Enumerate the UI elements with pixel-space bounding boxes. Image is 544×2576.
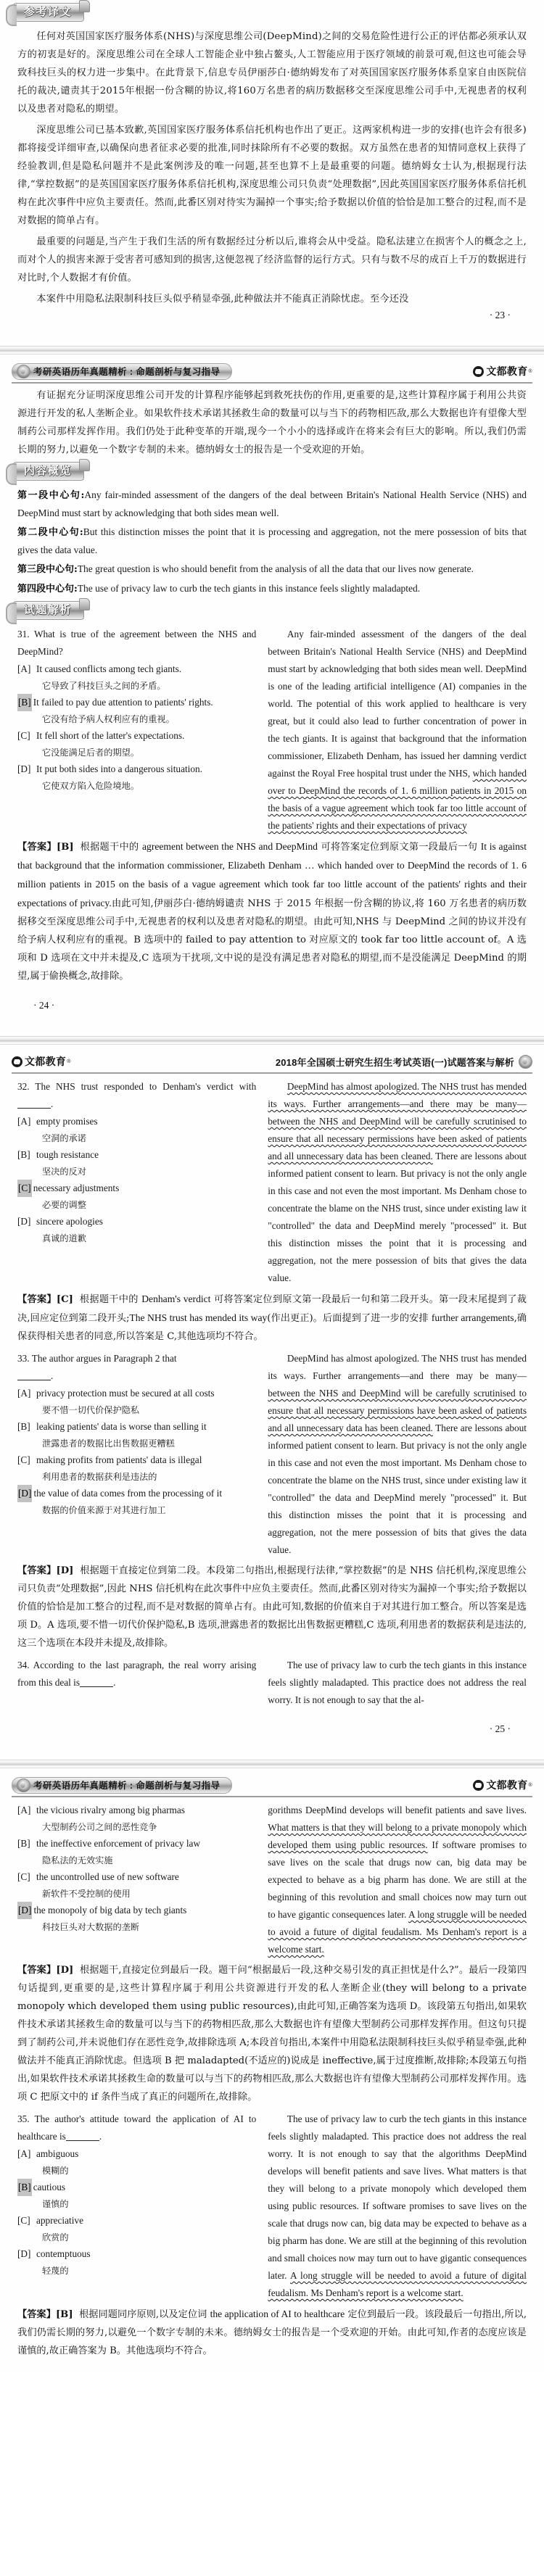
passage-marked-2: A long struggle will be needed to avoid a future of digital feudalism. Ms Denham's report is a welcome start. xyxy=(268,1909,527,1955)
explanation-part: (作出更正)。后面提到了进一步的安排 xyxy=(267,1313,432,1324)
question-35-option-c-cn: 欣赏的 xyxy=(42,2232,69,2242)
option-key-selected: [B] xyxy=(17,694,32,711)
page-separator-3 xyxy=(0,1760,544,1768)
question-31-option-c[interactable] xyxy=(17,727,256,745)
question-31-option-b[interactable] xyxy=(17,694,256,711)
option-key: [B] xyxy=(17,1421,30,1432)
running-header-left xyxy=(12,362,532,384)
question-32-number: 32. xyxy=(17,1081,30,1092)
option-key: [C] xyxy=(17,730,30,741)
question-34-option-a-cn: 大型制药公司之间的恶性竞争 xyxy=(42,1822,157,1832)
explanation-part: 定位到最后一段。该段最后一句指出,所以,我们仍需长期的努力,以避免一个数字专制的未来。德纳姆女士的报告是一个受欢迎的开始。由此可知,作者的态度应该是谨慎的,故正确答案为 B。其他选项均不符合。 xyxy=(17,2309,527,2356)
answer-key: [D] xyxy=(56,1965,74,1976)
option-key: [D] xyxy=(17,763,31,774)
question-33-option-b[interactable] xyxy=(17,1418,256,1436)
badge-tag-icon xyxy=(79,598,90,610)
question-32-option-d-cn: 真诚的道歉 xyxy=(42,1233,86,1243)
question-34-block-head xyxy=(17,1657,527,1709)
answer-blank xyxy=(80,1677,116,1688)
option-key: [B] xyxy=(17,1838,30,1849)
explanation-part: ,确保获得相关患者的同意,所以答案是 C,其他选项均不符合。 xyxy=(17,1313,527,1342)
answer-tag: 【答案】 xyxy=(17,1565,57,1576)
running-header-pill xyxy=(12,1777,232,1794)
question-34-number: 34. xyxy=(17,1660,30,1670)
option-key: [A] xyxy=(17,663,31,674)
question-33-number: 33. xyxy=(17,1353,30,1364)
key-sentence-2 xyxy=(17,523,527,559)
passage-plain-1: DeepMind has almost apologized. The NHS trust has mended its ways. Further arrangements—and there may be many— xyxy=(268,1353,527,1381)
question-32-option-b-cn: 坚决的反对 xyxy=(42,1167,86,1177)
question-34-block-options xyxy=(17,1802,527,1958)
question-33-option-a[interactable] xyxy=(17,1385,256,1402)
badge-translation-label: 参考译文 xyxy=(24,6,73,18)
answer-tag: 【答案】 xyxy=(17,1965,57,1976)
explanation-text: 根据题干直接定位到第二段。本段第二句指出,根据现行法律,“掌控数据”的是 NHS 信托机构,深度思维公司只负责“处理数据”,因此 NHS 信托机构在此次事件中应负主要责任。然而,此番区别对待实为漏掉一个事实;给予数据以价值的恰恰是加工整合的过程,而不是对数据的简单占有。由此可知,数据的价值来自于对其进行加工整合。所以答案是选项 D。A 选项,要不惜一切代价保护隐私,B 选项,泄露患者的数据比出售数据更糟糕,C 选项,利用患者的数据获利是违法的,这三个选项在本段并未提及,故排除。 xyxy=(17,1565,527,1649)
question-31-number: 31. xyxy=(17,629,30,639)
option-key: [D] xyxy=(17,2248,31,2259)
page-folio-23: · 23 · xyxy=(489,310,511,320)
question-32-block xyxy=(17,1078,527,1287)
question-35-option-d[interactable] xyxy=(17,2245,256,2263)
answer-tag: 【答案】 xyxy=(17,1294,57,1305)
wendu-logo-icon xyxy=(473,1780,484,1791)
explanation-part: 可将答案定位到原文第一段最后一句和第二段开头。第一段末尾提到了裁决,回应定位到第二段开头; xyxy=(17,1294,527,1324)
option-text: making profits from patients' data is illegal xyxy=(36,1454,202,1465)
option-key: [A] xyxy=(17,2148,31,2159)
question-31-option-b-cn: 它没有给予病人权利应有的重视。 xyxy=(42,714,175,724)
brand-logo xyxy=(473,364,532,378)
question-35-left-column xyxy=(17,2111,256,2302)
key-sentence-2-text: But this distinction misses the point that it is processing and aggregation, not the mere possession of bits that gives the data value. xyxy=(17,526,527,555)
option-text: appreciative xyxy=(36,2215,83,2226)
question-35-option-b-cn: 谨慎的 xyxy=(42,2199,69,2209)
answer-key: [D] xyxy=(56,1565,74,1576)
question-31-stem xyxy=(17,626,256,660)
page-separator-1 xyxy=(0,346,544,355)
option-text: necessary adjustments xyxy=(33,1183,120,1193)
passage-plain: Any fair-minded assessment of the dangers of the deal between Britain's National Health Service (NHS) and DeepMind must start by acknowledging that both sides mean well. DeepMind is one of the leading artificial intelligence (AI) companies in the world. The potential of this work applied to healthcare is very great, but it could also lead to further concentration of power in the tech giants. It is against that background that the information commissioner, Elizabeth Denham, has issued her damning verdict against the Royal Free hospital trust under the NHS, xyxy=(268,629,527,779)
key-sentence-1 xyxy=(17,486,527,522)
registered-mark: ® xyxy=(67,1059,71,1064)
question-34-option-d[interactable] xyxy=(17,1902,256,1919)
question-33-answer xyxy=(17,1562,527,1652)
question-35-option-a[interactable] xyxy=(17,2145,256,2163)
seal-icon xyxy=(17,365,30,378)
page-folio-25: · 25 · xyxy=(489,1723,511,1734)
option-text: It put both sides into a dangerous situation. xyxy=(36,763,202,774)
badge-hook-icon xyxy=(6,463,17,485)
question-34-option-c-cn: 新软件不受控制的使用 xyxy=(42,1889,131,1899)
running-header-left-2 xyxy=(12,1776,532,1797)
option-key: [A] xyxy=(17,1388,31,1399)
option-text: tough resistance xyxy=(36,1149,99,1160)
question-33-left-column xyxy=(17,1350,256,1559)
question-31-option-a[interactable] xyxy=(17,660,256,678)
translation-paragraph-1: 任何对英国国家医疗服务体系(NHS)与深度思维公司(DeepMind)之间的交易危险性进行公正的评估都必须承认双方的初衷是好的。深度思维公司在全球人工智能企业中独占鳌头,人工智能应用于医疗领域的前景可观,但这也可能会导致科技巨头的权力进一步集中。在此背景下,信息专员伊丽莎白·德纳姆发布了对英国国家医疗服务体系皇家自由医院信托的裁决,谴责其于2015年根据一份含糊的协议,将160万名患者的病历数据移交至深度思维公司手中,无视患者的权利以及患者对隐私的期望。 xyxy=(17,31,527,115)
option-key-selected: [D] xyxy=(17,1485,32,1502)
question-35-option-a-cn: 模糊的 xyxy=(42,2166,69,2176)
badge-overview xyxy=(13,462,544,482)
question-35-block xyxy=(17,2111,527,2302)
registered-mark: ® xyxy=(528,368,532,374)
explanation-part: Denham's verdict xyxy=(141,1293,211,1304)
page-25 xyxy=(0,1045,544,1760)
option-key: [C] xyxy=(17,1454,30,1465)
translation-paragraph-4: 本案件中用隐私法限制科技巨头似乎稍显牵强,此种做法并不能真正消除忧虑。至今还没 xyxy=(36,294,409,305)
question-32-stem xyxy=(17,1078,256,1113)
question-33-block xyxy=(17,1350,527,1559)
option-text: It caused conflicts among tech giants. xyxy=(36,663,182,674)
translation-paragraph-5: 有证据充分证明深度思维公司开发的计算程序能够起到救死扶伤的作用,更重要的是,这些计算程序属于利用公共资源进行开发的私人垄断企业。如果软件技术承诺其拯救生命的数量可以与当下的药物相匹敌,那么大数据也许有望像大型制药公司那样发挥作用。我们仍处于此种变革的开端,现今一个小小的选择或许在将来会有巨大的影响。所以,我们仍需长期的努力,以避免一个数字专制的未来。德纳姆女士的报告是一个受欢迎的开始。 xyxy=(17,390,527,455)
explanation-part: 根据题干中的 xyxy=(79,1294,142,1305)
explanation-part: The NHS trust has mended its way xyxy=(129,1312,268,1323)
passage-plain: The use of privacy law to curb the tech giants in this instance feels slightly maladapted. This practice does not address the real worry. It is not enough to say that the algorithms DeepMind develops will benefit patients and save lives. What matters is that they will belong to a private monopoly which developed them using public resources. If software promises to save lives on the scale that drugs now can, big data may be expected to behave as a big pharm has done. We are still at the beginning of this revolution and small choices now may turn out to have gigantic consequences later. xyxy=(268,2113,527,2281)
question-34-passage-head: The use of privacy law to curb the tech giants in this instance feels slightly maladapted. This practice does not address the real worry. It is not enough to say that the al- xyxy=(268,1660,527,1705)
option-key: [D] xyxy=(17,1216,31,1227)
question-32-option-d[interactable] xyxy=(17,1213,256,1230)
badge-hook-icon xyxy=(6,4,17,26)
running-header-pill xyxy=(12,363,232,380)
option-key-selected: [C] xyxy=(17,1180,32,1197)
key-sentence-3-text: The great question is who should benefit from the analysis of all the data that our lives now generate. xyxy=(77,563,474,574)
option-key-selected: [D] xyxy=(17,1902,32,1919)
explanation-part: the application of AI to healthcare xyxy=(210,2308,345,2319)
question-34-stem-text: According to the last paragraph, the real worry arising from this deal is xyxy=(17,1660,257,1688)
passage-marked: between the NHS and DeepMind will be carefully scrutinised to ensure that all necessary permissions have been asked of patients and all unnecessary data has been cleaned. xyxy=(268,1388,527,1433)
seal-icon xyxy=(17,1778,30,1792)
question-33-option-a-cn: 要不惜一切代价保护隐私 xyxy=(42,1405,140,1415)
question-32-option-a[interactable] xyxy=(17,1113,256,1130)
badge-tag-icon xyxy=(79,0,90,12)
explanation-part: 根据同题同序原则,以及定位词 xyxy=(79,2309,210,2320)
explanation-part: further arrangements xyxy=(431,1312,514,1323)
question-34-option-c[interactable] xyxy=(17,1868,256,1886)
question-34-stem xyxy=(17,1657,256,1691)
question-35-answer xyxy=(17,2305,527,2360)
question-35-number: 35. xyxy=(17,2113,30,2124)
question-32-option-c-cn: 必要的调整 xyxy=(42,1200,86,1210)
option-key: [A] xyxy=(17,1116,31,1127)
question-32-option-a-cn: 空洞的承诺 xyxy=(42,1133,86,1143)
option-text: leaking patients' data is worse than selling it xyxy=(36,1421,207,1432)
question-34-passage-continued xyxy=(268,1802,527,1958)
answer-key: [B] xyxy=(56,842,74,853)
answer-tag: 【答案】 xyxy=(17,2309,56,2320)
option-text: the vicious rivalry among big pharmas xyxy=(36,1805,185,1815)
question-34-options-column xyxy=(17,1802,256,1958)
option-text: the ineffective enforcement of privacy law xyxy=(36,1838,201,1849)
badge-translation xyxy=(13,3,544,23)
badge-hook-icon xyxy=(6,602,17,624)
question-35-option-b[interactable] xyxy=(17,2179,256,2196)
badge-analysis-label: 试题解析 xyxy=(24,604,73,616)
passage-plain-2: If software promises to save lives on the scale that drugs now can, big data may be expected to behave as a big pharm has done. We are still at the beginning of this revolution and small choices now may turn out to have gigantic consequences later. xyxy=(268,1839,527,1920)
explanation-text: 根据题干,直接定位到最后一段。题干问“根据最后一段,这种交易引发的真正担忧是什么?”。最后一段第四句话提到,更重要的是,这些计算程序属于利用公共资源进行开发的私人垄断企业(they will belong to a private monopoly which developed them using public resources),由此可知,正确答案为选项 D。该段第五句指出,如果软件技术承诺其拯救生命的数量可以与当下的药物相匹敌,那么大数据也许有望像大型制药公司那样发挥作用。但这句只提到了制药公司,并未说他们存在恶性竞争,故排除选项 A;本段首句指出,本案件中用隐私法限制科技巨头似乎稍显牵强,此种做法并不能真正消除忧虑。但选项 B 把 maladapted(不适应的)说成是 ineffective,属于过度推断,故排除;本段第五句指出,如果软件技术承诺其拯救生命的数量可以与当下的药物相匹敌,那么大数据也许有望像大型制药公司那样发挥作用。选项 C 把原文中的 if 条件当成了真正的问题所在,故排除。 xyxy=(17,1965,527,2103)
question-32-left-column xyxy=(17,1078,256,1287)
question-35-stem-end: . xyxy=(99,2131,102,2142)
question-35-option-c[interactable] xyxy=(17,2212,256,2229)
answer-blank xyxy=(17,1370,54,1381)
question-33-stem-end: . xyxy=(51,1370,54,1381)
question-33-option-d[interactable] xyxy=(17,1485,256,1502)
question-34-option-b-cn: 隐私法的无效实施 xyxy=(42,1855,113,1865)
passage-plain: There are lessons about informed patient consent to learn. But privacy is not the only angle in this case and not even the most important. Ms Denham chose to concentrate the blame on the NHS trust, since under existing law it "controlled" the data and DeepMind merely "processed" it. But this distinction misses the point that it is processing and aggregation, not the mere possession of bits that gives the data value. xyxy=(268,1151,527,1283)
option-text: privacy protection must be secured at all costs xyxy=(36,1388,215,1399)
question-34-left-column xyxy=(17,1657,256,1709)
question-35-stem-text: The author's attitude toward the application of AI to healthcare is xyxy=(17,2113,257,2142)
option-text: It failed to pay due attention to patients' rights. xyxy=(33,697,213,708)
page-folio-24: · 24 · xyxy=(33,1000,55,1011)
answer-blank xyxy=(66,2131,99,2141)
option-text: the uncontrolled use of new software xyxy=(36,1871,179,1882)
page-24 xyxy=(0,355,544,1036)
answer-key: [C] xyxy=(56,1294,73,1305)
passage-plain-2: There are lessons about informed patient consent to learn. But privacy is not the only angle in this case and not even the most important. Ms Denham chose to concentrate the blame on the NHS trust, since under existing law it "controlled" the data and DeepMind merely "processed" it. But this distinction misses the point that it is processing and aggregation, not the mere possession of bits that gives the data value. xyxy=(268,1422,527,1555)
key-sentence-1-text: Any fair-minded assessment of the dangers of the deal between Britain's National Health Service (NHS) and DeepMind must start by acknowledging that both sides mean well. xyxy=(17,489,527,518)
passage-marked-1: What matters is that they will belong to a private monopoly which developed them using public resources. xyxy=(268,1822,527,1850)
question-33-option-b-cn: 泄露患者的数据比出售数据更糟糕 xyxy=(42,1438,175,1449)
page-bottom-space xyxy=(0,321,544,346)
question-32-option-b[interactable] xyxy=(17,1146,256,1164)
option-key: [C] xyxy=(17,1871,30,1882)
question-34-option-a[interactable] xyxy=(17,1802,256,1819)
option-text: empty promises xyxy=(36,1116,98,1127)
question-33-option-c-cn: 利用患者的数据获利是违法的 xyxy=(42,1472,157,1482)
key-sentence-4-text: The use of privacy law to curb the tech giants in this instance feels slightly maladapted. xyxy=(77,583,421,594)
question-35-stem xyxy=(17,2111,256,2145)
key-sentence-2-label: 第二段中心句: xyxy=(17,527,83,538)
brand-logo xyxy=(12,1054,71,1069)
question-34-stem-end: . xyxy=(113,1677,116,1688)
brand-name: 文都教育 xyxy=(25,1056,67,1067)
option-text: cautious xyxy=(33,2182,66,2192)
explanation-part: 根据题干中的 xyxy=(80,842,142,853)
question-31-stem-text: What is true of the agreement between the NHS and DeepMind? xyxy=(17,629,257,657)
explanation-part: 可将答案定位到原文第一段最后一句 xyxy=(317,842,481,853)
question-34-answer xyxy=(17,1961,527,2106)
question-34-option-d-cn: 科技巨头对大数据的垄断 xyxy=(42,1922,140,1932)
option-text: contemptuous xyxy=(36,2248,91,2259)
passage-marked: DeepMind has almost apologized. The NHS trust has mended its ways. Further arrangements—and there may be many—between the NHS and DeepMind will be carefully scrutinised to ensure that all necessary permissions have been asked of patients and all unnecessary data has been cleaned. xyxy=(268,1081,527,1161)
wendu-logo-icon xyxy=(473,366,484,377)
page-26 xyxy=(0,1768,544,2373)
question-32-option-c[interactable] xyxy=(17,1180,256,1197)
option-key-selected: [B] xyxy=(17,2179,32,2196)
wendu-logo-icon xyxy=(12,1056,22,1067)
option-text: sincere apologies xyxy=(36,1216,103,1227)
question-32-answer xyxy=(17,1290,527,1346)
running-header-title: 考研英语历年真题精析 : 命题剖析与复习指导 xyxy=(33,1781,221,1791)
key-sentence-4-label: 第四段中心句: xyxy=(17,584,78,595)
question-32-stem-text: The NHS trust responded to Denham's verdict with xyxy=(35,1081,257,1092)
explanation-part: It is against that background that the information commissioner, Elizabeth Denham … which handed over to DeepMind the records of 1. 6 million patients in 2015 on the basis of a vague agreement which took far too little account of the patients' rights and their expectations of privacy. xyxy=(17,841,527,908)
question-31-option-d-cn: 它使双方陷入危险境地。 xyxy=(42,781,140,791)
explanation-part: 由此可知,伊丽莎白·德纳姆谴责 NHS 于 2015 年根据一份含糊的协议,将 160 万名患者的病历数据移交至深度思维公司手中,无视患者的权利以及患者对隐私的期望。由此可知,NHS 与 DeepMind 之间的协议并没有给予病人权利应有的重视。B 选项中的 failed to pay attention to 对应原文的 took far too little account of。A 选项和 D 选项在文中并未提及,C 选项为干扰项,文中说的是没有满足患者对隐私的期望,而不是没能满足 DeepMind 的期望,属于偷换概念,故排除。 xyxy=(17,898,527,982)
question-34-option-b[interactable] xyxy=(17,1835,256,1852)
passage-plain-1: gorithms DeepMind develops will benefit patients and save lives. xyxy=(268,1805,527,1815)
question-31-option-d[interactable] xyxy=(17,761,256,778)
brand-logo xyxy=(473,1778,532,1792)
explanation-part: agreement between the NHS and DeepMind xyxy=(142,841,318,852)
translation-paragraph-2: 深度思维公司已基本致歉,英国国家医疗服务体系信托机构也作出了更正。这两家机构进一步的安排(也许会有很多)都将接受详细审查,以确保向患者征求必要的批准,同时抹除所有不必要的数据。双方虽然在患者的知情同意权上获得了经验教训,但是隐私问题并不是此案例涉及的唯一问题,甚至也算不上是最重要的问题。德纳姆女士认为,根据现行法律,“掌控数据”的是英国国家医疗服务体系信托机构,深度思维公司只负责“处理数据”,因此英国国家医疗服务体系信托机构在此次事件中应负主要责任。然而,此番区别对待实为漏掉一个事实;给予数据以价值的恰恰是加工整合的过程,而不是对数据的简单占有。 xyxy=(17,125,527,226)
question-31-passage xyxy=(268,626,527,834)
running-header-exam-title: 2018年全国硕士研究生招生考试英语(一)试题答案与解析 xyxy=(275,1056,514,1068)
registered-mark: ® xyxy=(528,1782,532,1788)
option-key: [B] xyxy=(17,1149,30,1160)
page-23 xyxy=(0,0,544,346)
passage-marked: which handed over to DeepMind the records of 1. 6 million patients in 2015 on the basis of a vague agreement which took far too little account of the patients' rights and their expectations of privacy xyxy=(268,768,527,831)
brand-name: 文都教育 xyxy=(486,365,528,377)
question-31-option-c-cn: 它没能满足后者的期望。 xyxy=(42,747,140,758)
option-key: [A] xyxy=(17,1805,31,1815)
question-32-passage xyxy=(268,1078,527,1287)
option-key: [C] xyxy=(17,2215,30,2226)
question-35-option-d-cn: 轻蔑的 xyxy=(42,2266,69,2276)
passage-marked: A long struggle will be needed to avoid a future of digital feudalism. Ms Denham's report is a welcome start. xyxy=(268,2270,527,2298)
answer-key: [B] xyxy=(55,2309,73,2320)
badge-overview-label: 内容概览 xyxy=(24,465,73,477)
question-31-block xyxy=(17,626,527,834)
question-33-stem xyxy=(17,1350,256,1385)
question-31-answer xyxy=(17,837,527,985)
running-header-title: 考研英语历年真题精析 : 命题剖析与复习指导 xyxy=(33,367,221,377)
key-sentence-3 xyxy=(17,560,527,579)
question-31-option-a-cn: 它导致了科技巨头之间的矛盾。 xyxy=(42,681,166,691)
page-separator-2 xyxy=(0,1036,544,1045)
question-33-option-d-cn: 数据的价值来源于对其进行加工 xyxy=(42,1505,166,1515)
key-sentence-1-label: 第一段中心句: xyxy=(17,490,85,501)
seal-icon xyxy=(519,1055,532,1069)
question-35-passage xyxy=(268,2111,527,2302)
question-33-option-c[interactable] xyxy=(17,1451,256,1469)
question-31-left-column xyxy=(17,626,256,834)
question-32-stem-end: . xyxy=(51,1098,54,1109)
question-33-passage xyxy=(268,1350,527,1559)
badge-analysis xyxy=(13,601,544,621)
key-sentence-3-label: 第三段中心句: xyxy=(17,564,78,575)
badge-tag-icon xyxy=(79,459,90,471)
option-text: It fell short of the latter's expectations. xyxy=(36,730,185,741)
running-header-right xyxy=(12,1052,532,1074)
key-sentence-4 xyxy=(17,580,527,598)
option-text: ambiguous xyxy=(36,2148,79,2159)
brand-name: 文都教育 xyxy=(486,1779,528,1791)
answer-blank xyxy=(17,1098,54,1109)
option-text: the value of data comes from the processing of it xyxy=(33,1488,223,1499)
answer-tag: 【答案】 xyxy=(17,842,57,853)
option-text: the monopoly of big data by tech giants xyxy=(33,1905,187,1916)
question-33-stem-text: The author argues in Paragraph 2 that xyxy=(31,1353,177,1364)
translation-paragraph-3: 最重要的问题是,当产生于我们生活的所有数据经过分析以后,谁将会从中受益。隐私法建立在损害个人的概念之上,而对个人的损害来源于受害者可感知到的损害,这便忽视了经济监督的运行方式。只有与数不尽的成百上千万的数据进行对比时,个人数据才有价值。 xyxy=(17,236,527,283)
